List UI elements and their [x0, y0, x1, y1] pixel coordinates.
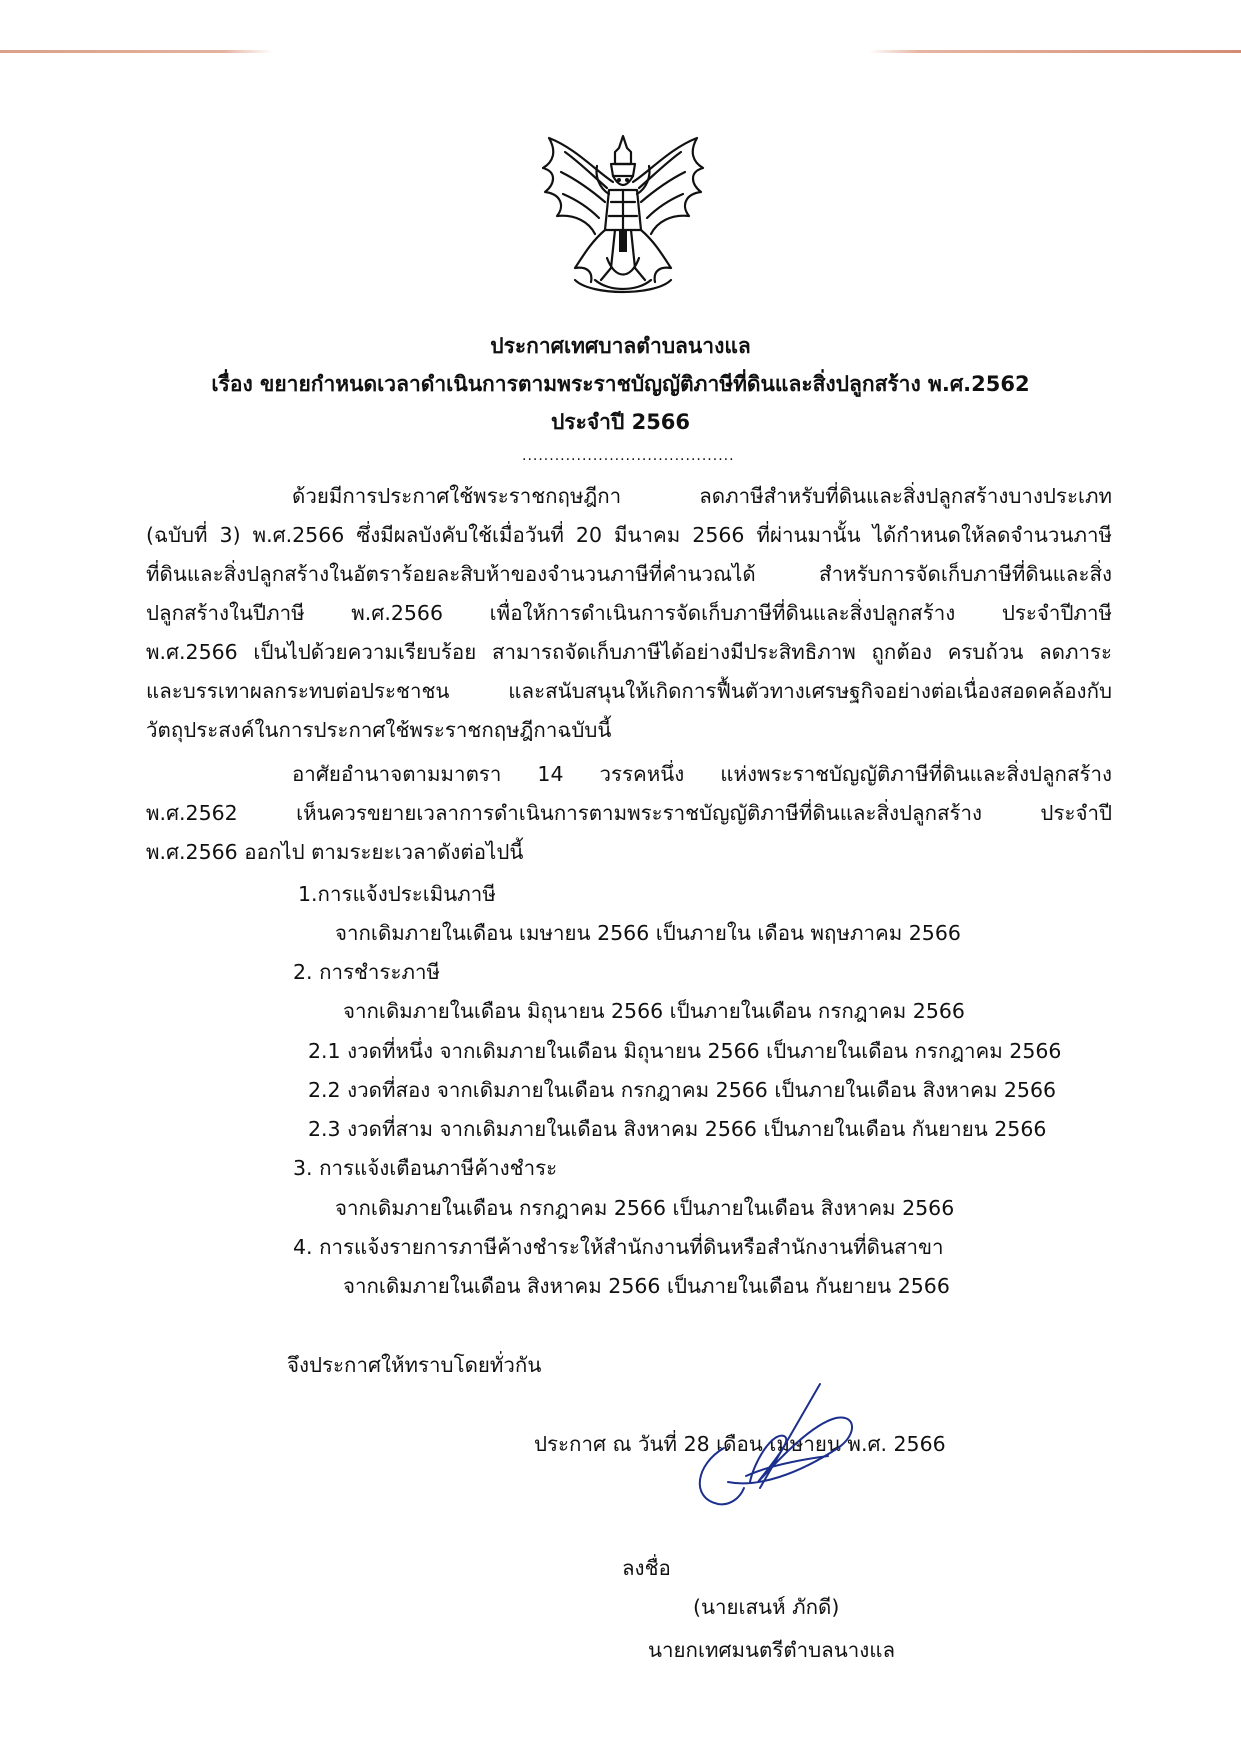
closing-statement: จึงประกาศให้ทราบโดยทั่วกัน: [287, 1353, 542, 1377]
paragraph-line: ที่ดินและสิ่งปลูกสร้างในอัตราร้อยละสิบห้าของจำนวนภาษีที่คำนวณได้ สำหรับการจัดเก็บภาษีที่ดินและสิ่ง: [146, 562, 1112, 586]
item-heading: 2. การชำระภาษี: [293, 960, 440, 984]
paragraph-line: พ.ศ.2566 เป็นไปด้วยความเรียบร้อย สามารถจัดเก็บภาษีได้อย่างมีประสิทธิภาพ ถูกต้อง ครบถ้วน ลดภาระ: [146, 640, 1112, 664]
item-heading: 3. การแจ้งเตือนภาษีค้างชำระ: [293, 1156, 558, 1180]
paragraph-line: พ.ศ.2562 เห็นควรขยายเวลาการดำเนินการตามพระราชบัญญัติภาษีที่ดินและสิ่งปลูกสร้าง ประจำปี: [146, 801, 1112, 825]
item-heading: 1.การแจ้งประเมินภาษี: [298, 882, 496, 906]
signer-name: (นายเสนห์ ภักดี): [693, 1595, 840, 1619]
paragraph-line: วัตถุประสงค์ในการประกาศใช้พระราชกฤษฎีกาฉบับนี้: [146, 718, 612, 742]
item-detail: 2.2 งวดที่สอง จากเดิมภายในเดือน กรกฎาคม 2566 เป็นภายในเดือน สิงหาคม 2566: [308, 1078, 1057, 1102]
signature-icon: [688, 1378, 868, 1508]
paragraph-line: และบรรเทาผลกระทบต่อประชาชน และสนับสนุนให้เกิดการฟื้นตัวทางเศรษฐกิจอย่างต่อเนื่องสอดคล้องกับ: [146, 679, 1112, 703]
item-detail: 2.3 งวดที่สาม จากเดิมภายในเดือน สิงหาคม 2566 เป็นภายในเดือน กันยายน 2566: [308, 1117, 1047, 1141]
item-detail: จากเดิมภายในเดือน สิงหาคม 2566 เป็นภายในเดือน กันยายน 2566: [343, 1274, 950, 1298]
announcement-date: ประกาศ ณ วันที่ 28 เดือน เมษายน พ.ศ. 2566: [534, 1432, 946, 1456]
signer-position: นายกเทศมนตรีตำบลนางแล: [648, 1638, 896, 1662]
sign-label: ลงชื่อ: [622, 1556, 671, 1580]
year-title: ประจำปี 2566: [550, 410, 691, 434]
paragraph-line: ด้วยมีการประกาศใช้พระราชกฤษฎีกา ลดภาษีสำหรับที่ดินและสิ่งปลูกสร้างบางประเภท: [292, 484, 1112, 508]
paragraph-line: อาศัยอำนาจตามมาตรา 14 วรรคหนึ่ง แห่งพระราชบัญญัติภาษีที่ดินและสิ่งปลูกสร้าง: [292, 762, 1112, 786]
item-detail: จากเดิมภายในเดือน กรกฎาคม 2566 เป็นภายในเดือน สิงหาคม 2566: [335, 1196, 955, 1220]
item-heading: 4. การแจ้งรายการภาษีค้างชำระให้สำนักงานที่ดินหรือสำนักงานที่ดินสาขา: [293, 1235, 944, 1259]
paragraph-line: ปลูกสร้างในปีภาษี พ.ศ.2566 เพื่อให้การดำเนินการจัดเก็บภาษีที่ดินและสิ่งปลูกสร้าง ประจำปีภาษี: [146, 601, 1112, 625]
subject-title: เรื่อง ขยายกำหนดเวลาดำเนินการตามพระราชบัญญัติภาษีที่ดินและสิ่งปลูกสร้าง พ.ศ.2562: [211, 372, 1030, 396]
garuda-emblem-icon: [535, 130, 711, 298]
item-detail: จากเดิมภายในเดือน มิถุนายน 2566 เป็นภายในเดือน กรกฎาคม 2566: [343, 999, 965, 1023]
title-divider: .......................................: [522, 448, 735, 464]
top-edge-line: [0, 50, 1241, 53]
item-detail: จากเดิมภายในเดือน เมษายน 2566 เป็นภายใน เดือน พฤษภาคม 2566: [335, 921, 961, 945]
item-detail: 2.1 งวดที่หนึ่ง จากเดิมภายในเดือน มิถุนายน 2566 เป็นภายในเดือน กรกฎาคม 2566: [308, 1039, 1062, 1063]
paragraph-line: พ.ศ.2566 ออกไป ตามระยะเวลาดังต่อไปนี้: [146, 840, 524, 864]
organization-title: ประกาศเทศบาลตำบลนางแล: [490, 334, 751, 358]
paragraph-line: (ฉบับที่ 3) พ.ศ.2566 ซึ่งมีผลบังคับใช้เมื่อวันที่ 20 มีนาคม 2566 ที่ผ่านมานั้น ได้กำหนดให้ลดจำนวนภาษี: [146, 523, 1112, 547]
